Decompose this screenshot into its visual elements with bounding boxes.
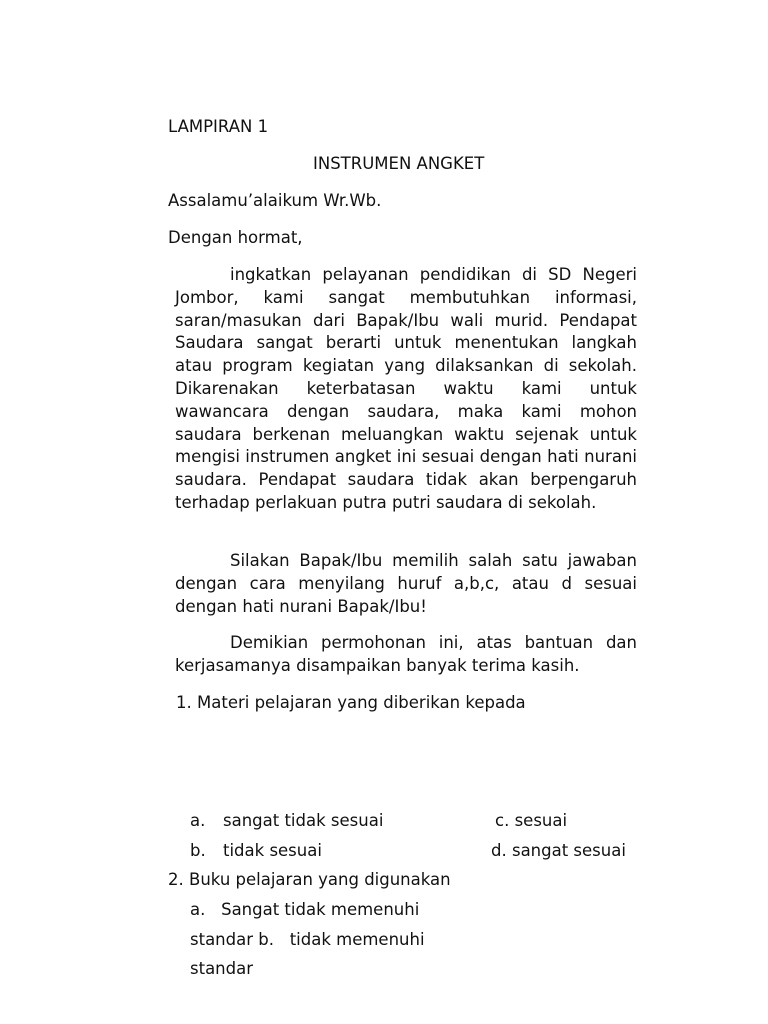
question-2-option-line[interactable]: standar b. tidak memenuhi (190, 930, 425, 949)
appendix-label: LAMPIRAN 1 (168, 117, 269, 136)
option-text: sangat sesuai (511, 841, 626, 860)
greeting: Assalamu’alaikum Wr.Wb. (168, 191, 382, 210)
salutation: Dengan hormat, (168, 228, 303, 247)
option-c[interactable] (495, 810, 567, 832)
question-text: Materi pelajaran yang diberikan kepada (197, 693, 526, 712)
option-d[interactable] (491, 840, 626, 862)
question-1 (176, 692, 526, 714)
option-letter: a. (190, 811, 206, 830)
option-text: sangat tidak sesuai (223, 811, 384, 830)
option-letter: c. (495, 811, 510, 830)
question-2 (168, 869, 451, 891)
option-letter: b. (190, 841, 206, 860)
question-2-option-line: standar (190, 959, 254, 978)
option-letter: d. (491, 841, 507, 860)
option-a[interactable] (190, 810, 383, 832)
option-text: sesuai (514, 811, 568, 830)
option-b[interactable] (190, 840, 322, 862)
instruction-paragraph: Silakan Bapak/Ibu memilih salah satu jawaban dengan cara menyilang huruf a,b,c, atau d sesuai dengan hati nurani Bapak/Ibu! (175, 551, 637, 616)
closing-paragraph: Demikian permohonan ini, atas bantuan dan kerjasamanya disampaikan banyak terima kasih. (175, 633, 637, 675)
question-number: 2. (168, 870, 184, 889)
question-text: Buku pelajaran yang digunakan (189, 870, 451, 889)
intro-paragraph: ingkatkan pelayanan pendidikan di SD Negeri Jombor, kami sangat membutuhkan informasi, saran/masukan dari Bapak/Ibu wali murid. Pendapat Saudara sangat berarti untuk menentukan langkah atau program kegiatan yang dilaksankan di sekolah. Dikarenakan keterbatasan waktu kami untuk wawancara dengan saudara, maka kami mohon saudara berkenan meluangkan waktu sejenak untuk mengisi instrumen angket ini sesuai dengan hati nurani saudara. Pendapat saudara tidak akan berpengaruh terhadap perlakuan putra putri saudara di sekolah. (175, 265, 637, 512)
option-text: tidak sesuai (223, 841, 322, 860)
document-title: INSTRUMEN ANGKET (313, 154, 485, 173)
question-number: 1. (176, 693, 192, 712)
question-2-option-line[interactable]: a. Sangat tidak memenuhi (190, 900, 420, 919)
